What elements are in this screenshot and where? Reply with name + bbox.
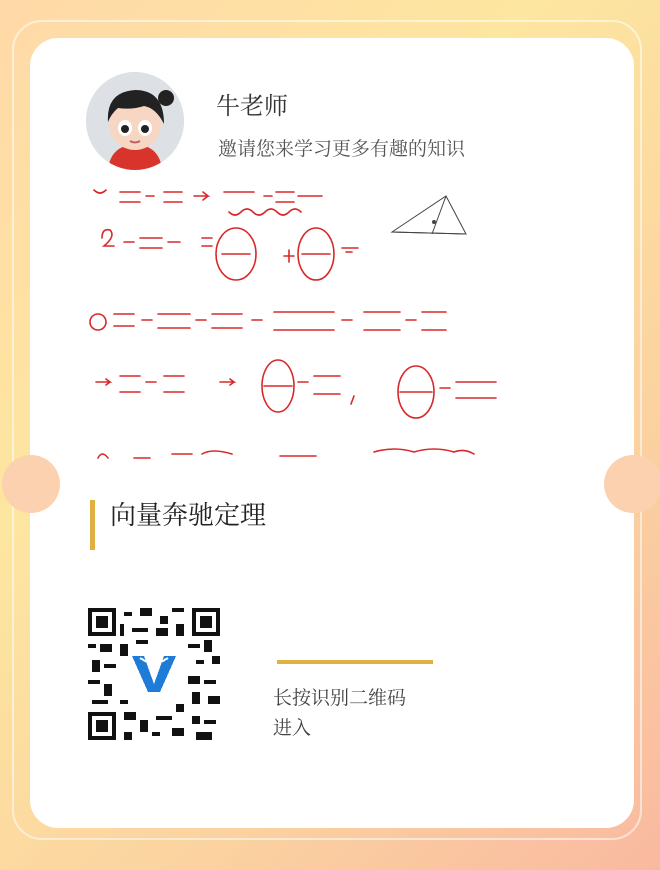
avatar-icon (86, 72, 184, 170)
card-notch-left (2, 455, 60, 513)
lesson-title: 向量奔驰定理 (110, 501, 267, 531)
qr-hint-line2: 进入 (273, 717, 312, 739)
invite-text: 邀请您来学习更多有趣的知识 (218, 138, 466, 160)
qr-code-icon (88, 608, 220, 740)
card-notch-right (604, 455, 660, 513)
qr-code[interactable] (88, 608, 220, 740)
hint-accent-line (277, 660, 433, 664)
title-accent-bar (90, 500, 95, 550)
qr-hint (273, 683, 473, 743)
handwritten-math-notes (84, 182, 554, 482)
qr-hint-line1: 长按识别二维码 (273, 687, 407, 709)
triangle-diagram (392, 196, 466, 234)
teacher-name: 牛老师 (216, 92, 288, 120)
avatar (86, 72, 184, 170)
